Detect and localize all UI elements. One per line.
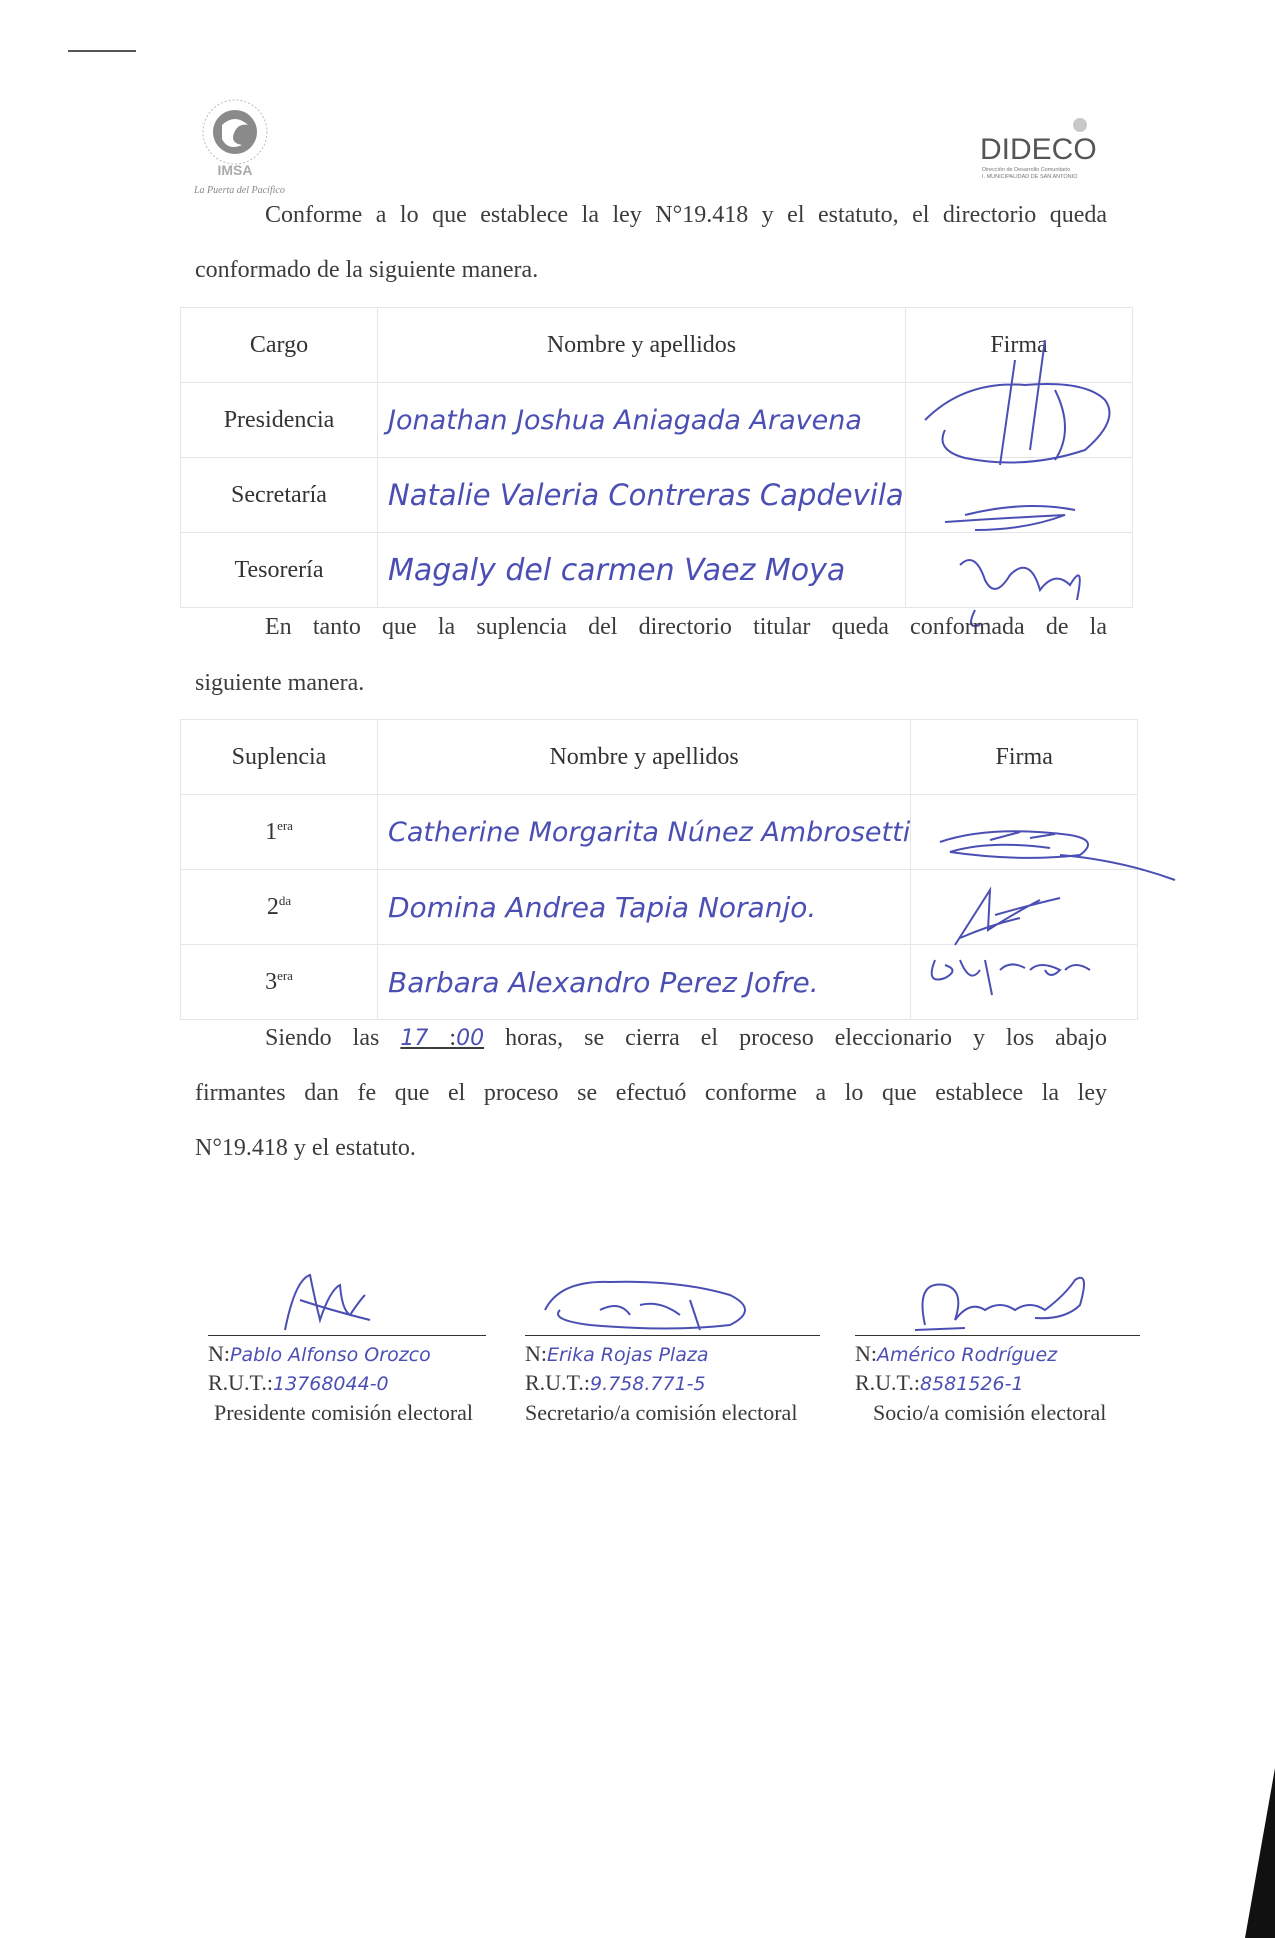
closing-colon: : (449, 1025, 457, 1051)
signatory-block-2 (525, 1335, 825, 1428)
svg-text:La Puerta del Pacífico: La Puerta del Pacífico (194, 185, 285, 195)
closing-line-1 (265, 1025, 1107, 1052)
ordinal-suffix: da (278, 893, 292, 908)
signatory-name: Pablo Alfonso Orozco (230, 1344, 431, 1366)
ordinal-number: 2 (266, 894, 279, 920)
cargo-cell: Secretaría (181, 458, 378, 533)
signatory-role: Presidente comisión electoral (214, 1400, 474, 1425)
closing-line-3: N°19.418 y el estatuto. (195, 1135, 416, 1161)
middle-line-1: En tanto que la suplencia del directorio titular queda conformada de la (265, 614, 1107, 640)
ordinal-cell (181, 795, 378, 870)
handwritten-name: Catherine Morgarita Núnez Ambrosetti (388, 816, 911, 848)
signature-presidente-comision (270, 1260, 390, 1340)
cargo-cell: Tesorería (181, 533, 378, 608)
intro-line-2: conformado de la siguiente manera. (195, 257, 539, 283)
signature-line (855, 1335, 1140, 1336)
closing-prefix: Siendo las (265, 1025, 380, 1051)
header-nombre: Nombre y apellidos (378, 720, 911, 795)
handwritten-name: Domina Andrea Tapia Noranjo. (388, 890, 817, 924)
ordinal-cell (181, 870, 378, 945)
scan-corner-shadow (1245, 1768, 1275, 1938)
rut-label: R.U.T.: (525, 1370, 590, 1395)
svg-text:Dirección de Desarrollo Comuni: Dirección de Desarrollo Comunitario (982, 167, 1071, 173)
ordinal-cell (181, 945, 378, 1020)
scan-mark (68, 50, 136, 52)
header-suplencia: Suplencia (181, 720, 378, 795)
handwritten-name: Natalie Valeria Contreras Capdevila (388, 478, 904, 512)
signature-secretario-comision (530, 1270, 790, 1340)
header-firma: Firma (906, 308, 1133, 383)
closing-line-2: firmantes dan fe que el proceso se efectuó conforme a lo que establece la ley (195, 1080, 1107, 1106)
handwritten-name: Jonathan Joshua Aniagada Aravena (388, 404, 862, 436)
ordinal-number: 3 (265, 969, 278, 995)
imsa-logo (190, 95, 325, 195)
closing-minutes: 00 (456, 1026, 485, 1051)
ordinal-suffix: era (277, 818, 293, 833)
signature-presidencia (905, 340, 1135, 630)
signature-suplencias (930, 820, 1180, 1005)
table-header-row (181, 720, 1138, 795)
signatory-name: Erika Rojas Plaza (547, 1344, 709, 1366)
ordinal-suffix: era (277, 968, 293, 983)
signature-line (208, 1335, 486, 1336)
svg-text:IMSA: IMSA (217, 162, 253, 178)
rut-label: R.U.T.: (855, 1370, 920, 1395)
signature-socio-comision (905, 1260, 1115, 1340)
signatory-block-1 (208, 1335, 508, 1428)
signatory-rut: 13768044-0 (272, 1373, 389, 1395)
middle-line-2: siguiente manera. (195, 670, 365, 696)
header-nombre: Nombre y apellidos (378, 308, 906, 383)
signature-line (525, 1335, 820, 1336)
signatory-rut: 9.758.771-5 (589, 1373, 706, 1395)
signatory-rut: 8581526-1 (919, 1373, 1024, 1395)
svg-text:DIDECO: DIDECO (980, 133, 1097, 166)
handwritten-name: Magaly del carmen Vaez Moya (388, 552, 846, 588)
rut-label: R.U.T.: (208, 1370, 273, 1395)
signatory-name: Américo Rodríguez (877, 1344, 1058, 1366)
header-firma: Firma (911, 720, 1138, 795)
cargo-cell: Presidencia (181, 383, 378, 458)
dideco-logo (980, 115, 1105, 185)
name-label: N: (525, 1341, 547, 1366)
closing-line-1-rest: horas, se cierra el proceso eleccionario y los abajo (505, 1025, 1108, 1051)
ordinal-number: 1 (265, 819, 278, 845)
svg-text:I. MUNICIPALIDAD DE SAN ANTONI: I. MUNICIPALIDAD DE SAN ANTONIO (982, 174, 1078, 180)
signatory-role: Secretario/a comisión electoral (525, 1400, 798, 1425)
closing-hour: 17 (400, 1026, 429, 1051)
signatory-block-3 (855, 1335, 1155, 1428)
intro-line-1: Conforme a lo que establece la ley N°19.418 y el estatuto, el directorio queda (265, 202, 1107, 228)
name-label: N: (855, 1341, 877, 1366)
signatory-role: Socio/a comisión electoral (873, 1400, 1107, 1425)
name-label: N: (208, 1341, 230, 1366)
header-cargo: Cargo (181, 308, 378, 383)
handwritten-name: Barbara Alexandro Perez Jofre. (388, 965, 819, 999)
